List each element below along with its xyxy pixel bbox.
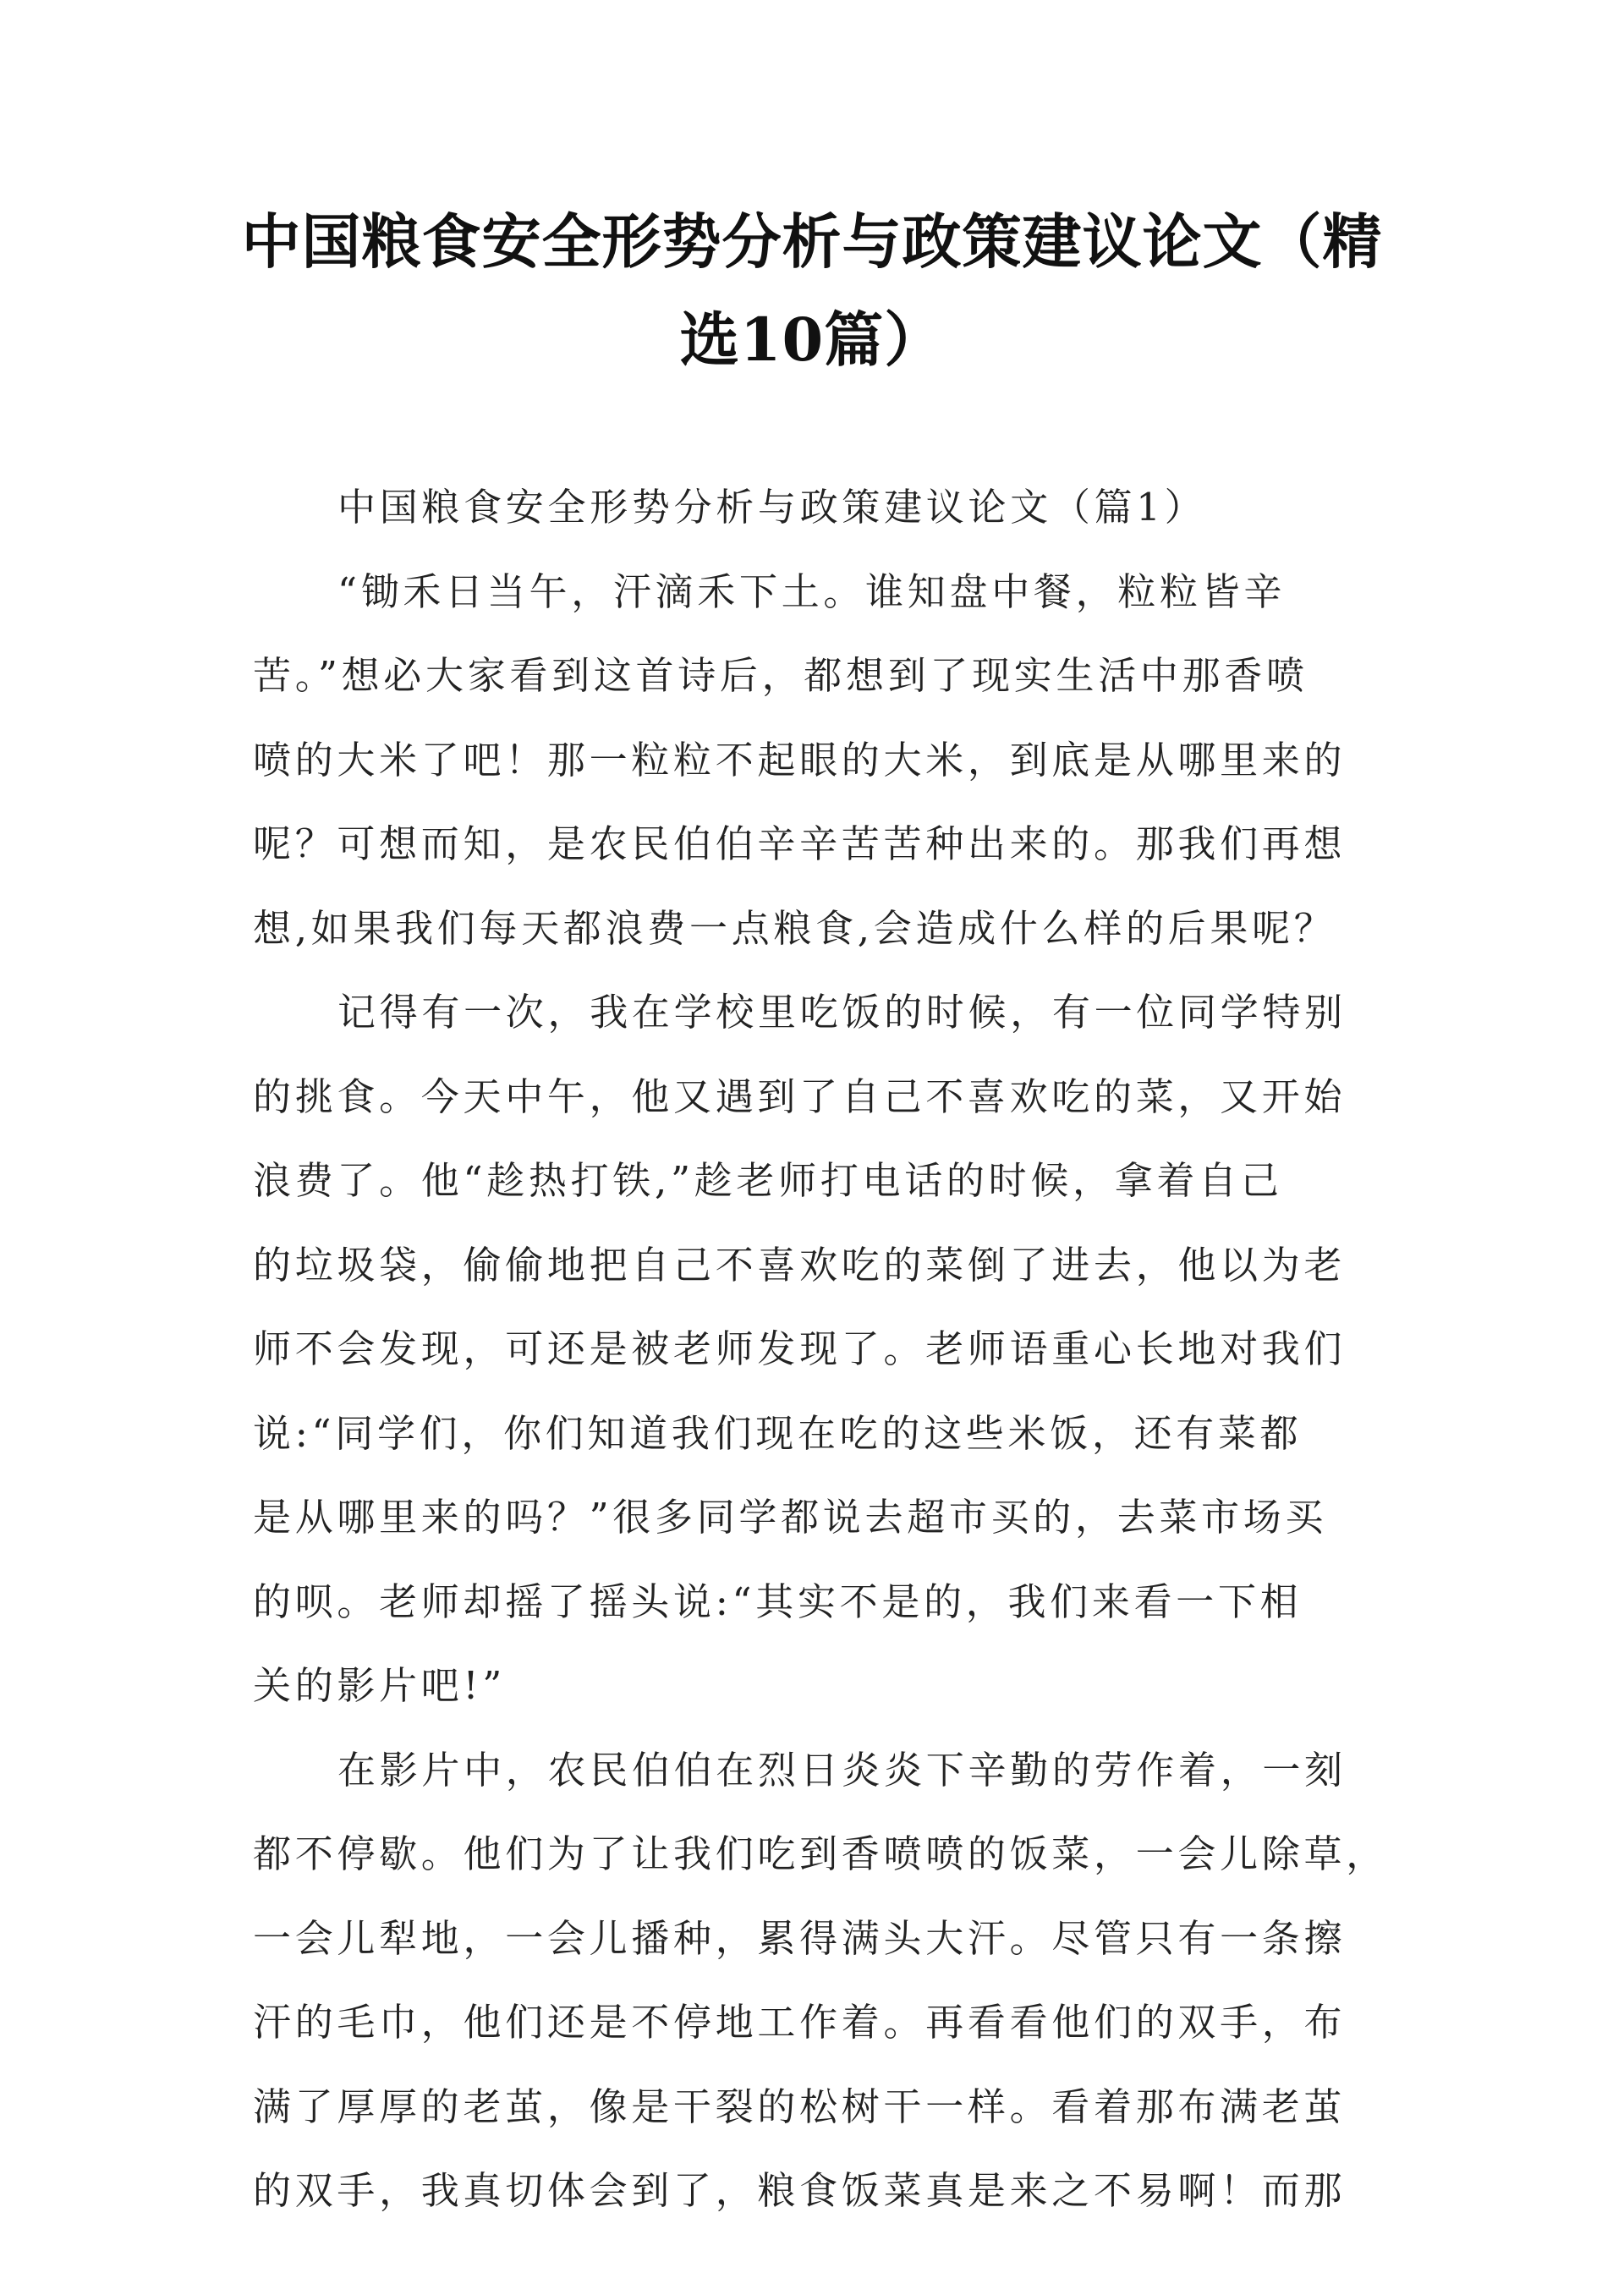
paragraph (253, 1728, 1388, 2233)
paragraph-line: 是从哪里来的吗？”很多同学都说去超市买的，去菜市场买 (253, 1495, 1328, 1540)
paragraph-line: 浪费了。他“趁热打铁,”趁老师打电话的时候，拿着自己 (253, 1158, 1283, 1203)
title-line: 选10篇） (679, 305, 945, 375)
section-heading: 中国粮食安全形势分析与政策建议论文（篇1） (337, 485, 1207, 530)
paragraph (253, 550, 1388, 971)
paragraph-line: 关的影片吧!” (253, 1663, 506, 1708)
paragraph-line: 师不会发现，可还是被老师发现了。老师语重心长地对我们 (253, 1326, 1347, 1371)
paragraph-line: 说:“同学们，你们知道我们现在吃的这些米饭，还有菜都 (253, 1410, 1303, 1456)
paragraph-line: 苦。”想必大家看到这首诗后，都想到了现实生活中那香喷 (253, 653, 1309, 698)
paragraph-line: 满了厚厚的老茧，像是干裂的松树干一样。看着那布满老茧 (253, 2084, 1347, 2129)
title-line: 中国粮食安全形势分析与政策建议论文（精 (241, 206, 1383, 277)
paragraph-line: 的垃圾袋，偷偷地把自己不喜欢吃的菜倒了进去，他以为老 (253, 1242, 1347, 1288)
paragraph-line: 喷的大米了吧！那一粒粒不起眼的大米，到底是从哪里来的 (253, 737, 1347, 782)
paragraph-line: 的双手，我真切体会到了，粮食饭菜真是来之不易啊！而那 (253, 2168, 1347, 2213)
paragraph (253, 970, 1388, 1728)
paragraph-line: “锄禾日当午，汗滴禾下土。谁知盘中餐，粒粒皆辛 (337, 568, 1287, 614)
paragraph-line: 都不停歇。他们为了让我们吃到香喷喷的饭菜，一会儿除草， (253, 1831, 1388, 1876)
paragraph-line: 一会儿犁地，一会儿播种，累得满头大汗。尽管只有一条擦 (253, 1915, 1347, 1961)
document-title (211, 193, 1413, 389)
paragraph-line: 呢？可想而知，是农民伯伯辛辛苦苦种出来的。那我们再想 (253, 821, 1347, 866)
paragraph-line: 在影片中，农民伯伯在烈日炎炎下辛勤的劳作着，一刻 (337, 1747, 1347, 1793)
paragraph-line: 的挑食。今天中午，他又遇到了自己不喜欢吃的菜，又开始 (253, 1073, 1347, 1119)
paragraph-line: 想,如果我们每天都浪费一点粮食,会造成什么样的后果呢？ (253, 905, 1336, 951)
paragraph-line: 的呗。老师却摇了摇头说:“其实不是的，我们来看一下相 (253, 1578, 1303, 1624)
document-body (253, 465, 1388, 2233)
paragraph-line: 记得有一次，我在学校里吃饭的时候，有一位同学特别 (337, 990, 1347, 1035)
paragraph-line: 汗的毛巾，他们还是不停地工作着。再看看他们的双手，布 (253, 2000, 1347, 2045)
